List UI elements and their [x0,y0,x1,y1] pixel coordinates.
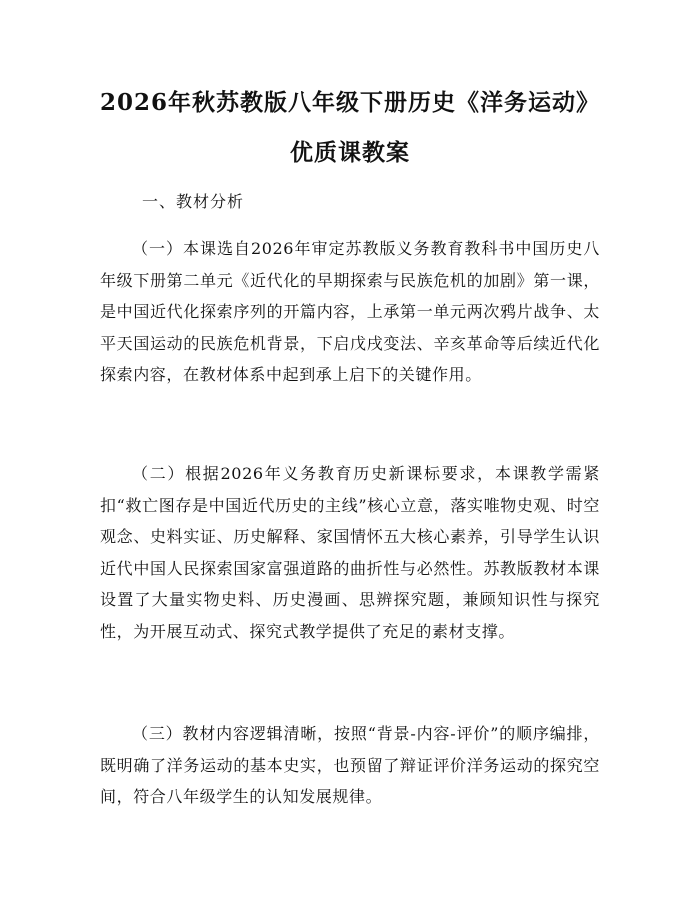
paragraph-3: （三）教材内容逻辑清晰，按照“背景-内容-评价”的顺序编排，既明确了洋务运动的基本史实，也预留了辩证评价洋务运动的探究空间，符合八年级学生的认知发展规律。 [100,724,600,806]
section-heading: 一、教材分析 [142,192,245,211]
document-title: 2026年秋苏教版八年级下册历史《洋务运动》优质课教案 [100,89,601,166]
paragraph-1: （一）本课选自2026年审定苏教版义务教育教科书中国历史八年级下册第二单元《近代化的早期探索与民族危机的加剧》第一课，是中国近代化探索序列的开篇内容，上承第一单元两次鸦片战争、太平天国运动的民族危机背景，下启戊戌变法、辛亥革命等后续近代化探索内容，在教材体系中起到承上启下的关键作用。 [100,239,600,384]
paragraph-2: （二）根据2026年义务教育历史新课标要求，本课教学需紧扣“救亡图存是中国近代历史的主线”核心立意，落实唯物史观、时空观念、史料实证、历史解释、家国情怀五大核心素养，引导学生认识近代中国人民探索国家富强道路的曲折性与必然性。苏教版教材本课设置了大量实物史料、历史漫画、思辨探究题，兼顾知识性与探究性，为开展互动式、探究式教学提供了充足的素材支撑。 [100,464,600,641]
